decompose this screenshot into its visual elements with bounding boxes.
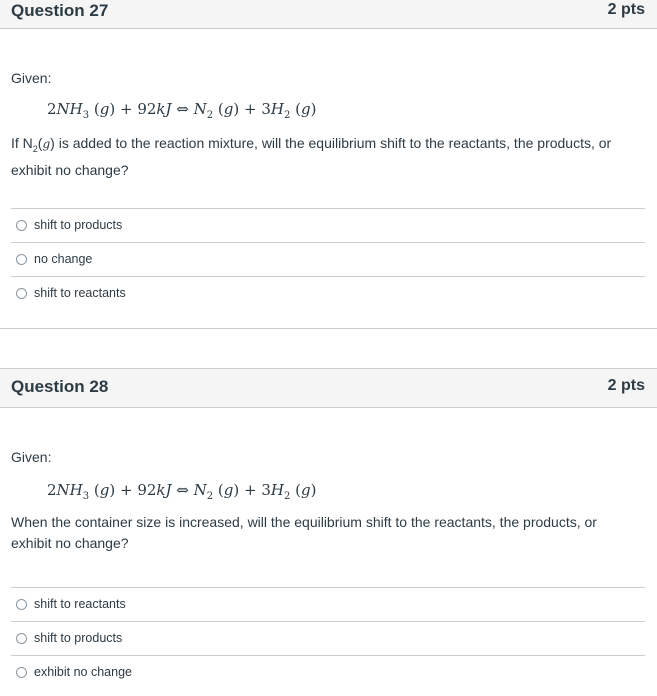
question-27-header	[0, 0, 657, 29]
answer-option[interactable]	[11, 208, 645, 242]
answer-label[interactable]: shift to reactants	[34, 597, 126, 611]
answer-label[interactable]: exhibit no change	[34, 665, 132, 679]
reaction-equation: $2NH_3$ (g) + 92kJ ⇔ $N_2$ $(g) + 3H_2$ (g)	[47, 481, 317, 502]
radio-button[interactable]	[16, 288, 27, 299]
answer-label[interactable]: shift to products	[34, 218, 123, 232]
answer-option[interactable]	[11, 587, 645, 621]
question-title: Question 27	[11, 1, 109, 20]
question-28-header	[0, 368, 657, 408]
answer-list	[11, 587, 645, 689]
radio-button[interactable]	[16, 667, 27, 678]
reaction-equation: $2NH_3$ (g) + 92kJ ⇔ $N_2$ $(g) + 3H_2$ (g)	[47, 100, 317, 121]
given-label: Given:	[11, 70, 52, 86]
radio-button[interactable]	[16, 220, 27, 231]
answer-label[interactable]: shift to products	[34, 631, 123, 645]
question-points: 2 pts	[607, 1, 645, 18]
answer-option[interactable]	[11, 276, 645, 310]
radio-button[interactable]	[16, 599, 27, 610]
answer-option[interactable]	[11, 242, 645, 276]
answer-option[interactable]	[11, 621, 645, 655]
question-divider	[0, 328, 657, 329]
answer-list	[11, 208, 645, 310]
radio-button[interactable]	[16, 254, 27, 265]
radio-button[interactable]	[16, 633, 27, 644]
answer-label[interactable]: no change	[34, 252, 93, 266]
question-prompt: When the container size is increased, will the equilibrium shift to the reactants, the products, or exhibit no change?	[11, 514, 597, 551]
answer-option[interactable]	[11, 655, 645, 689]
question-prompt: If $N_2(g)$ is added to the reaction mixture, will the equilibrium shift to the reactants, the products, or exhibit no change?	[11, 135, 612, 178]
given-label: Given:	[11, 449, 52, 465]
answer-label[interactable]: shift to reactants	[34, 286, 126, 300]
question-title: Question 28	[11, 377, 109, 396]
question-points: 2 pts	[607, 377, 645, 394]
